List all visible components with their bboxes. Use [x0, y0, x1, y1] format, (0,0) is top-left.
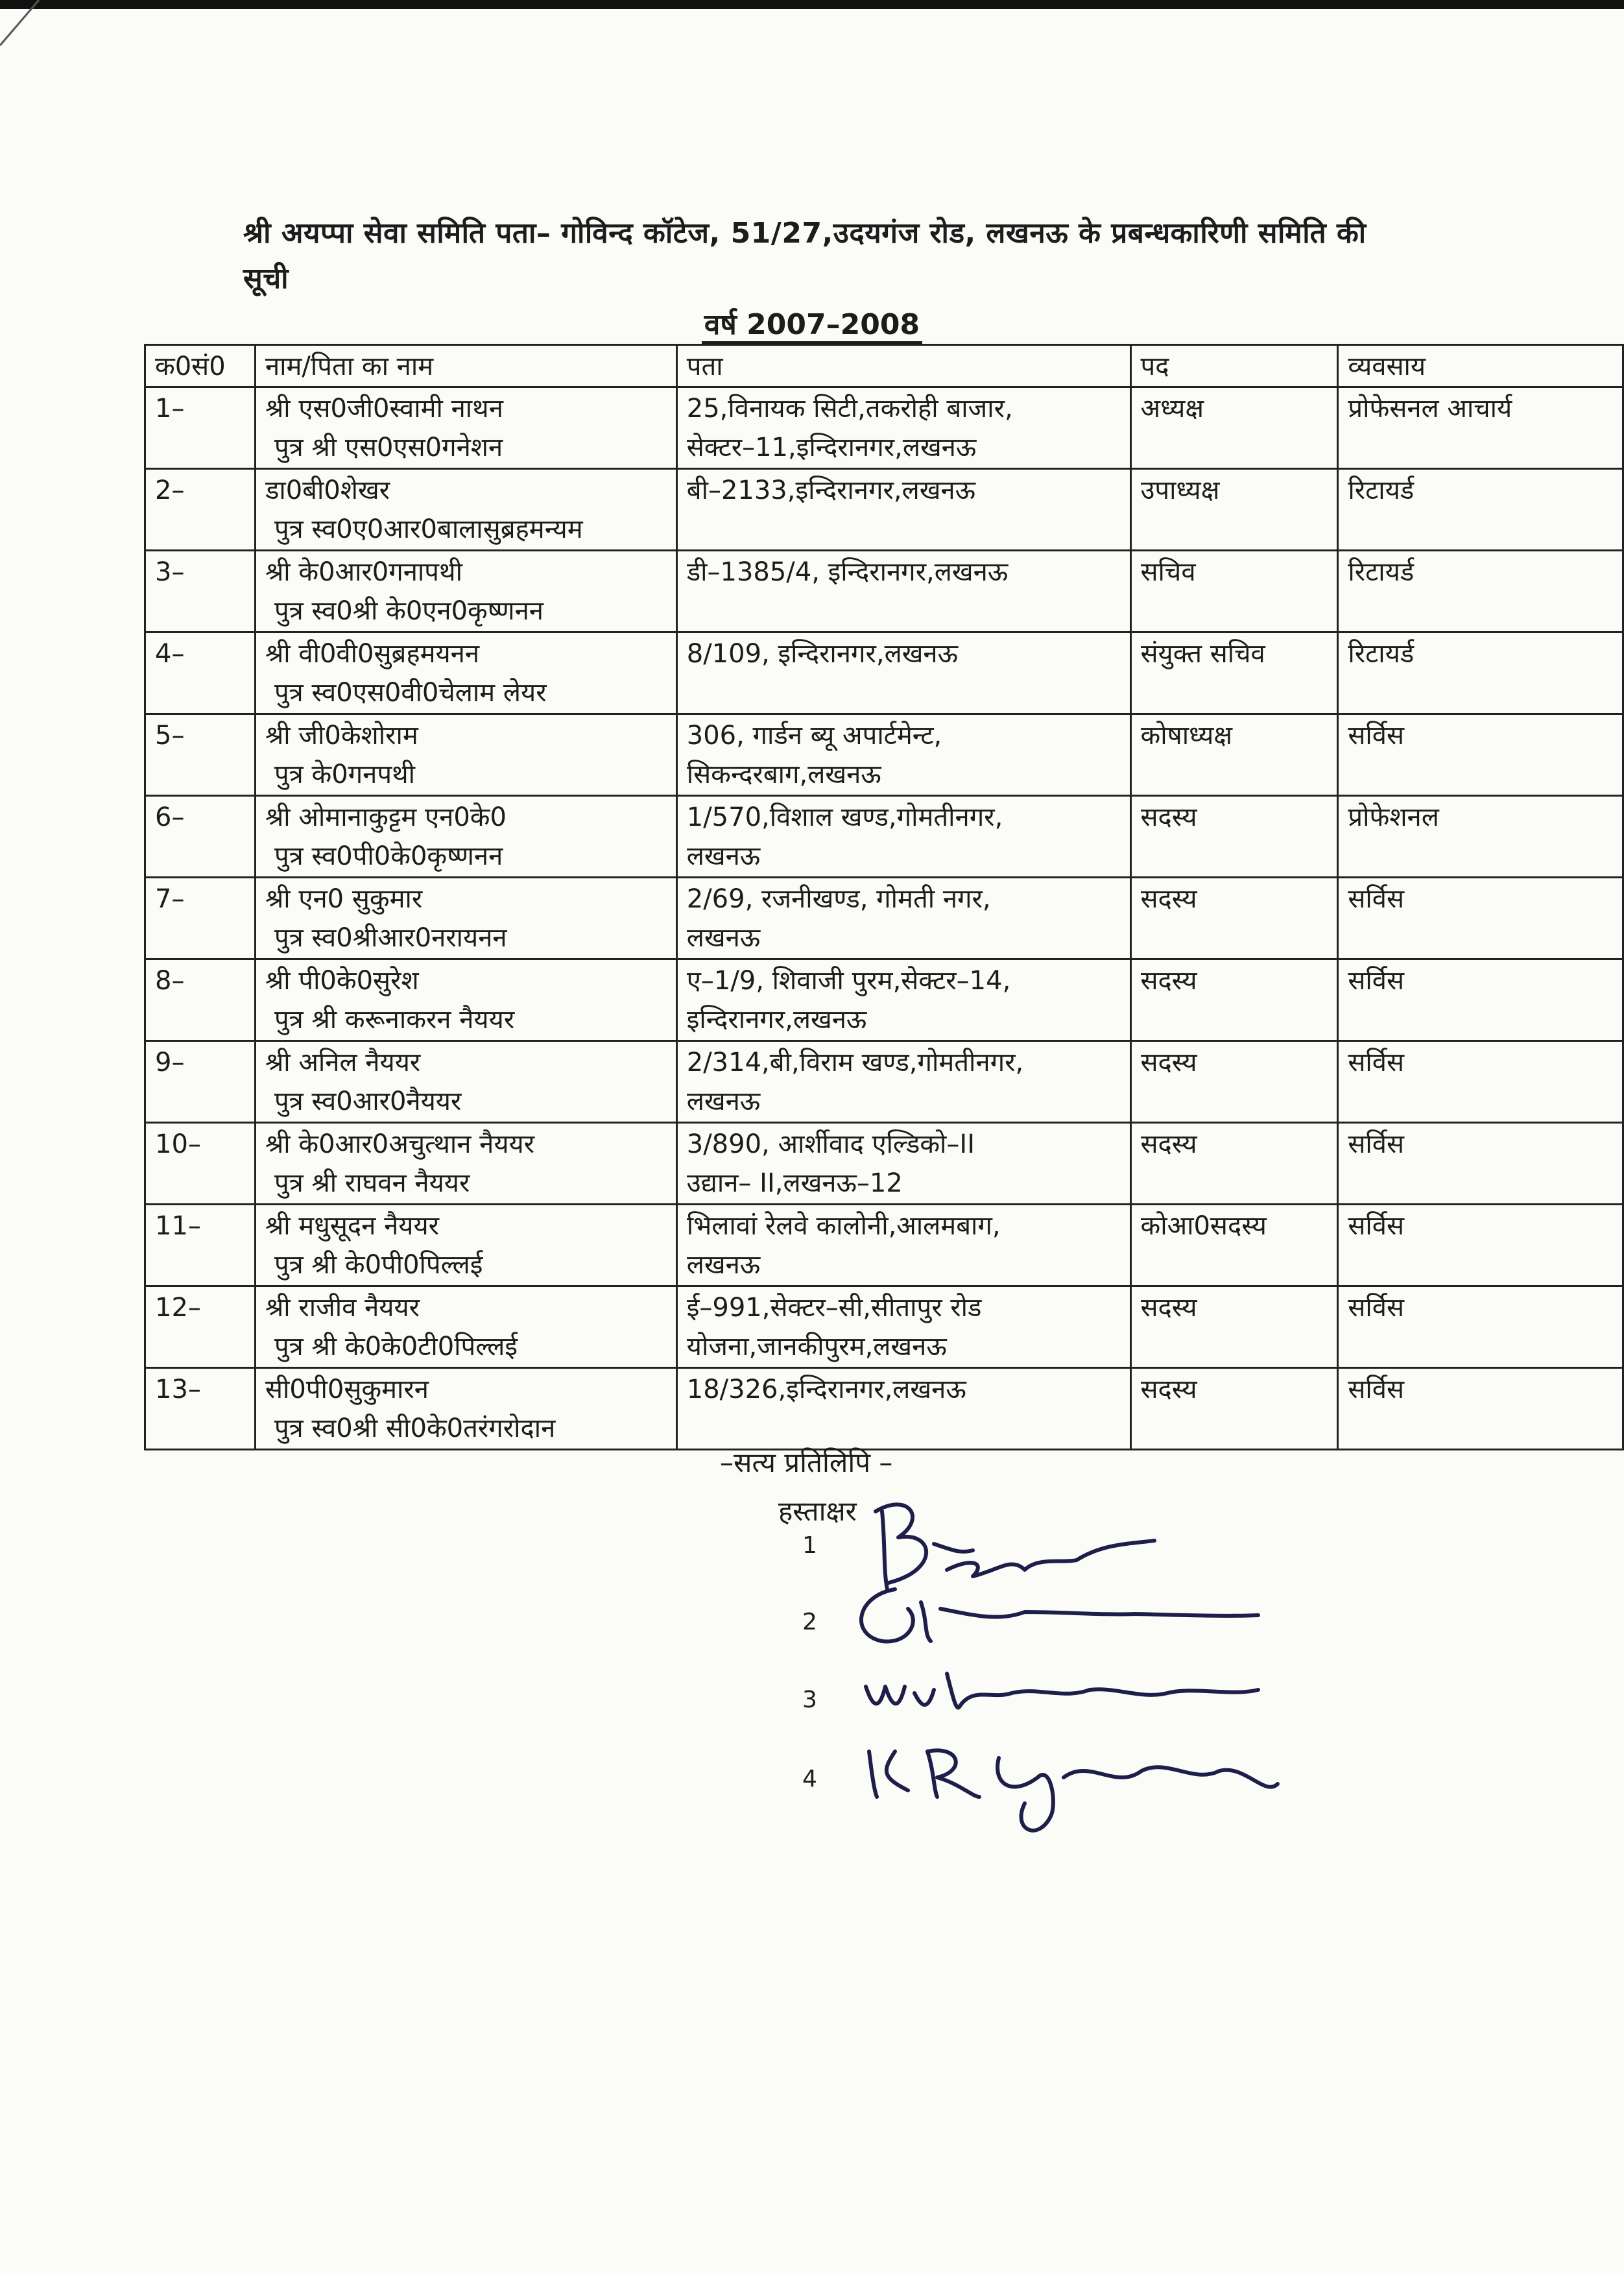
post-cell-line: सदस्य [1140, 1293, 1197, 1323]
signature-label: हस्ताक्षर [778, 1495, 857, 1527]
true-copy-label: –सत्य प्रतिलिपि – [720, 1447, 893, 1478]
occupation-cell-line: सर्विस [1348, 966, 1405, 996]
post-cell-line: संयुक्त सचिव [1140, 639, 1265, 669]
address-cell-line: लखनऊ [686, 923, 761, 953]
address-cell-line: 1/570,विशाल खण्ड,गोमतीनगर, [686, 802, 1003, 832]
name-cell-line: पुत्र श्री एस0एस0गनेशन [274, 433, 503, 463]
address-cell-line: सिकन्दरबाग,लखनऊ [686, 760, 881, 789]
address-cell-line: 25,विनायक सिटी,तकरोही बाजार, [686, 394, 1013, 424]
address-cell-line: इन्दिरानगर,लखनऊ [686, 1005, 867, 1035]
name-cell-line: श्री जी0केशोराम [265, 721, 418, 751]
column-header-post: पद [1130, 345, 1338, 387]
address-cell-line: भिलावां रेलवे कालोनी,आलमबाग, [686, 1211, 1001, 1241]
serial-cell-line: 2– [155, 475, 185, 505]
occupation-cell-line: सर्विस [1348, 884, 1405, 914]
post-cell-line: सदस्य [1140, 1129, 1197, 1159]
address-cell-line: लखनऊ [686, 1087, 761, 1116]
signature-2 [861, 1589, 1258, 1641]
address-cell-line: डी–1385/4, इन्दिरानगर,लखनऊ [686, 557, 1009, 587]
address-cell-line: योजना,जानकीपुरम,लखनऊ [686, 1332, 947, 1362]
name-cell-line: पुत्र स्व0पी0के0कृष्णनन [274, 841, 503, 871]
name-cell-line: पुत्र स्व0श्री सी0के0तरंगरोदान [274, 1413, 556, 1443]
serial-cell-line: 11– [155, 1211, 201, 1241]
address-cell-line: सेक्टर–11,इन्दिरानगर,लखनऊ [686, 433, 977, 463]
column-header-name: नाम/पिता का नाम [255, 345, 676, 387]
serial-cell-line: 4– [155, 639, 185, 669]
name-cell-line: श्री अनिल नैययर [265, 1048, 421, 1077]
serial-cell-line: 9– [155, 1048, 185, 1077]
address-cell-line: ई–991,सेक्टर–सी,सीतापुर रोड [686, 1293, 982, 1323]
occupation-cell-line: सर्विस [1348, 1293, 1405, 1323]
year-label: वर्ष 2007–2008 [702, 308, 922, 344]
occupation-cell-line: सर्विस [1348, 721, 1405, 751]
serial-cell-line: 6– [155, 802, 185, 832]
name-cell-line: श्री पी0के0सुरेश [265, 966, 419, 996]
occupation-cell-line: सर्विस [1348, 1375, 1405, 1404]
post-cell-line: सदस्य [1140, 966, 1197, 996]
name-cell-line: पुत्र स्व0ए0आर0बालासुब्रहमन्यम [274, 514, 583, 544]
name-cell-line: पुत्र श्री करूनाकरन नैययर [274, 1005, 515, 1035]
post-cell-line: सदस्य [1140, 1375, 1197, 1404]
signature-number-4: 4 [802, 1766, 817, 1792]
serial-cell-line: 3– [155, 557, 185, 587]
occupation-cell-line: रिटायर्ड [1348, 557, 1415, 587]
name-cell-line: पुत्र श्री के0के0टी0पिल्लई [274, 1332, 518, 1362]
signature-4 [869, 1750, 1278, 1830]
name-cell-line: डा0बी0शेखर [265, 475, 390, 505]
column-header-occupation: व्यवसाय [1338, 345, 1623, 387]
serial-cell-line: 10– [155, 1129, 201, 1159]
signature-number-2: 2 [802, 1609, 817, 1635]
serial-cell-line: 13– [155, 1375, 201, 1404]
serial-cell-line: 7– [155, 884, 185, 914]
occupation-cell-line: रिटायर्ड [1348, 639, 1415, 669]
post-cell-line: सदस्य [1140, 884, 1197, 914]
address-cell-line: 8/109, इन्दिरानगर,लखनऊ [686, 639, 959, 669]
occupation-cell-line: सर्विस [1348, 1048, 1405, 1077]
address-cell-line: ए–1/9, शिवाजी पुरम,सेक्टर–14, [686, 966, 1011, 996]
column-header-serial: क0सं0 [145, 345, 256, 387]
serial-cell-line: 5– [155, 721, 185, 751]
occupation-cell-line: प्रोफेसनल आचार्य [1348, 394, 1512, 424]
name-cell-line: पुत्र स्व0एस0वी0चेलाम लेयर [274, 678, 547, 708]
name-cell-line: पुत्र श्री के0पी0पिल्लई [274, 1250, 483, 1280]
post-cell-line: सचिव [1140, 557, 1196, 587]
address-cell-line: 2/314,बी,विराम खण्ड,गोमतीनगर, [686, 1048, 1024, 1077]
column-header-address: पता [676, 345, 1130, 387]
name-cell-line: पुत्र स्व0आर0नैययर [274, 1087, 462, 1116]
address-cell-line: 3/890, आर्शीवाद एल्डिको–II [686, 1129, 975, 1159]
address-cell-line: लखनऊ [686, 1250, 761, 1280]
name-cell-line: पुत्र स्व0श्रीआर0नरायनन [274, 923, 507, 953]
occupation-cell-line: प्रोफेशनल [1348, 802, 1439, 832]
name-cell-line: पुत्र श्री राघवन नैययर [274, 1168, 470, 1198]
name-cell-line: श्री एन0 सुकुमार [265, 884, 423, 914]
address-cell-line: 2/69, रजनीखण्ड, गोमती नगर, [686, 884, 991, 914]
address-cell-line: उद्यान– II,लखनऊ–12 [686, 1168, 903, 1198]
name-cell-line: पुत्र स्व0श्री के0एन0कृष्णनन [274, 596, 543, 626]
name-cell-line: श्री मधुसूदन नैययर [265, 1211, 440, 1241]
address-cell-line: 306, गार्डन ब्यू अपार्टमेन्ट, [686, 721, 942, 751]
post-cell-line: अध्यक्ष [1140, 394, 1204, 424]
document-title: श्री अयप्पा सेवा समिति पता– गोविन्द कॉटेज, 51/27,उदयगंज रोड, लखनऊ के प्रबन्धकारिणी समिति की सूची [243, 217, 1367, 295]
name-cell-line: श्री वी0वी0सुब्रहमयनन [265, 639, 480, 669]
address-cell-line: लखनऊ [686, 841, 761, 871]
address-cell-line: बी–2133,इन्दिरानगर,लखनऊ [686, 475, 976, 505]
signature-number-1: 1 [802, 1532, 817, 1559]
occupation-cell-line: सर्विस [1348, 1211, 1405, 1241]
address-cell-line: 18/326,इन्दिरानगर,लखनऊ [686, 1375, 966, 1404]
signature-number-3: 3 [802, 1687, 817, 1713]
name-cell-line: श्री के0आर0गनापथी [265, 557, 462, 587]
name-cell-line: पुत्र के0गनपथी [274, 760, 415, 789]
serial-cell-line: 1– [155, 394, 185, 424]
signature-1 [876, 1504, 1154, 1589]
post-cell-line: कोषाध्यक्ष [1140, 721, 1232, 751]
name-cell-line: सी0पी0सुकुमारन [265, 1375, 429, 1404]
serial-cell-line: 8– [155, 966, 185, 996]
name-cell-line: श्री एस0जी0स्वामी नाथन [265, 394, 503, 424]
name-cell-line: श्री के0आर0अचुत्थान नैययर [265, 1129, 535, 1159]
name-cell-line: श्री राजीव नैययर [265, 1293, 420, 1323]
serial-cell-line: 12– [155, 1293, 201, 1323]
signature-3 [866, 1674, 1258, 1708]
post-cell-line: सदस्य [1140, 802, 1197, 832]
occupation-cell-line: रिटायर्ड [1348, 475, 1415, 505]
post-cell-line: सदस्य [1140, 1048, 1197, 1077]
post-cell-line: कोआ0सदस्य [1140, 1211, 1267, 1241]
post-cell-line: उपाध्यक्ष [1140, 475, 1220, 505]
occupation-cell-line: सर्विस [1348, 1129, 1405, 1159]
name-cell-line: श्री ओमानाकुट्टम एन0के0 [265, 802, 507, 832]
